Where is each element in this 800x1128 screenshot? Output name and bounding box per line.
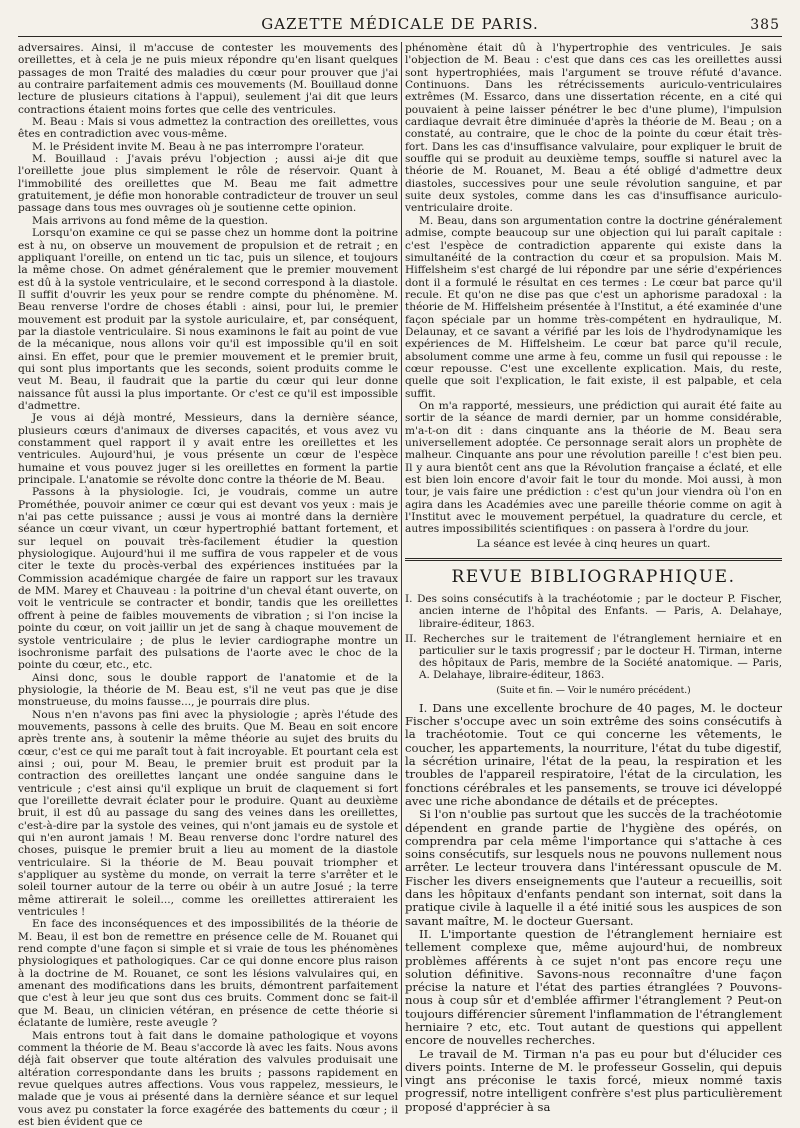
bibliography-entry: I. Des soins consécutifs à la trachéotomie ; par le docteur P. Fischer, ancien interne de l'hôpital des Enfants. — Paris, A. Delahaye, libraire-éditeur, 1863.	[405, 593, 782, 630]
section-title: REVUE BIBLIOGRAPHIQUE.	[405, 567, 782, 587]
continuation-note: (Suite et fin. — Voir le numéro précédent.)	[405, 685, 782, 697]
paragraph: Passons à la physiologie. Ici, je voudrais, comme un autre Prométhée, pouvoir animer ce cœur qui est devant vos yeux : mais je n'ai pas cette puissance ; aussi je vous ai montré dans la dernière séance un cœur vivant, un cœur hypertrophié battant fortement, et sur lequel on pouvait très-facilement étudier la question physiologique. Aujourd'hui il me suffira de vous rappeler et de vous citer le texte du procès-verbal des expériences instituées par la Commission académique chargée de faire un rapport sur les travaux de MM. Marey et Chauveau : la poitrine d'un cheval étant ouverte, on voit le ventricule se contracter et bondir, tandis que les oreillettes offrent à peine de faibles mouvements de vibration ; si l'on incise la pointe du cœur, on voit jaillir un jet de sang à chaque mouvement de systole ventriculaire ; de plus le levier cardiographe montre un isochronisme parfait des pulsations de l'aorte avec le choc de la pointe du cœur, etc., etc.	[18, 486, 398, 671]
paragraph: Je vous ai déjà montré, Messieurs, dans la dernière séance, plusieurs cœurs d'animaux de diverses capacités, et vous avez vu constamment quel rapport il y avait entre les oreillettes et les ventricules. Aujourd'hui, je vous présente un cœur de l'espèce humaine et vous pouvez juger si les oreillettes en forment la partie principale. L'anatomie se révolte donc contre la théorie de M. Beau.	[18, 412, 398, 486]
review-paragraph: Le travail de M. Tirman n'a pas eu pour but d'élucider ces divers points. Interne de M. le professeur Gosselin, qui depuis vingt ans préconise le taxis forcé, mieux nommé taxis progressif, notre intelligent confrère s'est plus particulièrement proposé d'apprécier à sa	[405, 1048, 782, 1114]
paragraph: phénomène était dû à l'hypertrophie des ventricules. Je sais l'objection de M. Beau : c'est que dans ces cas les oreillettes aussi sont hypertrophiées, mais l'argument se trouve réfuté d'avance. Continuons. Dans les rétrécissements auriculo-ventriculaires extrêmes (M. Essarco, dans une dissertation récente, en a cité qui pouvaient à peine laisser pénétrer le bec d'une plume), l'impulsion cardiaque devrait être diminuée d'après la théorie de M. Beau ; on a constaté, au contraire, que le choc de la pointe du cœur était très-fort. Dans les cas d'insuffisance valvulaire, pour expliquer le bruit de souffle qui se produit au deuxième temps, souffle si naturel avec la théorie de M. Rouanet, M. Beau a été obligé d'admettre deux diastoles, successives pour une seule révolution sanguine, et par suite deux systoles, comme dans les cas d'insuffisance auriculo-ventriculaire droite.	[405, 42, 782, 215]
paragraph: M. le Président invite M. Beau à ne pas interrompre l'orateur.	[18, 141, 398, 153]
paragraph: Mais arrivons au fond même de la question.	[18, 215, 398, 227]
paragraph: adversaires. Ainsi, il m'accuse de contester les mouvements des oreillettes, et à cela je ne puis mieux répondre qu'en lisant quelques passages de mon Traité des maladies du cœur pour prouver que j'ai au contraire parfaitement admis ces mouvements (M. Bouillaud donne lecture de plusieurs citations à l'appui), seulement j'ai dit que leurs contractions étaient moins fortes que celle des ventricules.	[18, 42, 398, 116]
paragraph: Lorsqu'on examine ce qui se passe chez un homme dont la poitrine est à nu, on observe un mouvement de propulsion et de retrait ; en appliquant l'oreille, on entend un tic tac, puis un silence, et toujours la même chose. On admet généralement que le premier mouvement est dû à la systole ventriculaire, et le second correspond à la diastole. Il suffit d'ouvrir les yeux pour se rendre compte du phénomène. M. Beau renverse l'ordre de choses établi : ainsi, pour lui, le premier mouvement est produit par la systole auriculaire, et, par conséquent, par la diastole ventriculaire. Si nous examinons le fait au point de vue de la mécanique, nous allons voir qu'il est impossible qu'il en soit ainsi. En effet, pour que le premier mouvement et le premier bruit, qui sont plus importants que les seconds, soient produits comme le veut M. Beau, il faudrait que la partie du cœur qui leur donne naissance fût aussi la plus importante. Or c'est ce qu'il est impossible d'admettre.	[18, 227, 398, 412]
right-column	[405, 42, 782, 1087]
paragraph: M. Bouillaud : J'avais prévu l'objection ; aussi ai-je dit que l'oreillette joue plus simplement le rôle de réservoir. Quant à l'immobilité des oreillettes que M. Beau me fait admettre gratuitement, je défie mon honorable contradicteur de trouver un seul passage dans tous mes ouvrages où je soutienne cette opinion.	[18, 153, 398, 215]
column-divider	[401, 42, 402, 1087]
page-header	[18, 12, 782, 37]
running-title: GAZETTE MÉDICALE DE PARIS.	[261, 15, 538, 36]
review-paragraph: II. L'importante question de l'étranglement herniaire est tellement complexe que, même aujourd'hui, de nombreux problèmes afférents à ce sujet n'ont pas encore reçu une solution définitive. Savons-nous reconnaître d'une façon précise la nature et l'état des parties étranglées ? Pouvons-nous à coup sûr et d'emblée affirmer l'étranglement ? Peut-on toujours différencier sûrement l'inflammation de l'étranglement herniaire ? etc, etc. Tout autant de questions qui appellent encore de nouvelles recherches.	[405, 928, 782, 1048]
paragraph: M. Beau, dans son argumentation contre la doctrine généralement admise, compte beaucoup sur une objection qui lui paraît capitale : c'est l'espèce de contradiction apparente qui existe dans la simultanéité de la contraction du cœur et sa propulsion. Mais M. Hiffelsheim s'est chargé de lui répondre par une série d'expériences dont il a formulé le résultat en ces termes : Le cœur bat parce qu'il recule. Et qu'on ne dise pas que c'est un aphorisme paradoxal : la théorie de M. Hiffelsheim présentée à l'Institut, a été examinée d'une façon spéciale par un homme très-compétent en hydraulique, M. Delaunay, et ce savant a vérifié par les lois de l'hydrodynamique les expériences de M. Hiffelsheim. Le cœur bat parce qu'il recule, absolument comme une arme à feu, comme un fusil qui repousse : le cœur repousse. C'est une excellente explication. Mais, du reste, quelle que soit l'explication, le fait existe, il est palpable, et cela suffit.	[405, 215, 782, 400]
left-column	[18, 42, 398, 1087]
session-closing: La séance est levée à cinq heures un quart.	[405, 538, 782, 550]
review-paragraph: I. Dans une excellente brochure de 40 pages, M. le docteur Fischer s'occupe avec un soin extrême des soins consécutifs à la trachéotomie. Tout ce qui concerne les vêtements, le coucher, les appartements, la nourriture, l'état du tube digestif, la sécrétion urinaire, l'état de la peau, la respiration et les troubles de l'appareil respiratoire, l'état de la circulation, les fonctions cérébrales et les pansements, se trouve ici développé avec une riche abondance de détails et de préceptes.	[405, 702, 782, 808]
section-divider	[405, 558, 782, 561]
paragraph: En face des inconséquences et des impossibilités de la théorie de M. Beau, il est bon de remettre en présence celle de M. Rouanet qui rend compte d'une façon si simple et si vraie de tous les phénomènes physiologiques et pathologiques. Car ce qui donne encore plus raison à la doctrine de M. Rouanet, ce sont les lésions valvulaires qui, en amenant des modifications dans les bruits, démontrent parfaitement que c'est à leur jeu que sont dus ces bruits. Comment donc se fait-il que M. Beau, un clinicien vétéran, en présence de cette théorie si éclatante de lumière, reste aveugle ?	[18, 918, 398, 1029]
page-number: 385	[750, 17, 780, 33]
paragraph: Ainsi donc, sous le double rapport de l'anatomie et de la physiologie, la théorie de M. Beau est, s'il ne veut pas que je dise monstrueuse, du moins fausse..., je pourrais dire plus.	[18, 672, 398, 709]
review-paragraph: Si l'on n'oublie pas surtout que les succès de la trachéotomie dépendent en grande partie de l'hygiène des opérés, on comprendra par cela même l'importance qui s'attache à ces soins consécutifs, sur lesquels nous ne pouvons nullement nous arrêter. Le lecteur trouvera dans l'intéressant opuscule de M. Fischer les divers enseignements que l'auteur a recueillis, soit dans les hôpitaux d'enfants pendant son internat, soit dans la pratique civile à laquelle il a été initié sous les auspices de son savant maître, M. le docteur Guersant.	[405, 808, 782, 928]
bibliography-entry: II. Recherches sur le traitement de l'étranglement herniaire et en particulier sur le taxis progressif ; par le docteur H. Tirman, interne des hôpitaux de Paris, membre de la Société anatomique. — Paris, A. Delahaye, libraire-éditeur, 1863.	[405, 633, 782, 682]
paragraph: M. Beau : Mais si vous admettez la contraction des oreillettes, vous êtes en contradiction avec vous-même.	[18, 116, 398, 141]
paragraph: Mais entrons tout à fait dans le domaine pathologique et voyons comment la théorie de M. Beau s'accorde là avec les faits. Nous avons déjà fait observer que toute altération des valvules produisait une altération correspondante dans les bruits ; passons rapidement en revue quelques autres affections. Vous vous rappelez, messieurs, le malade que je vous ai présenté dans la dernière séance et sur lequel vous avez pu constater la force exagérée des battements du cœur ; il est bien évident que ce	[18, 1030, 398, 1128]
paragraph: Nous n'en n'avons pas fini avec la physiologie ; après l'étude des mouvements, passons à celle des bruits. Que M. Beau en soit encore après trente ans, à soutenir la même théorie au sujet des bruits du cœur, c'est ce qui me paraît tout à fait incroyable. Et pourtant cela est ainsi ; oui, pour M. Beau, le premier bruit est produit par la contraction des oreillettes lançant une ondée sanguine dans le ventricule ; c'est ainsi qu'il explique un bruit de claquement si fort que l'oreillette devrait éclater pour le produire. Quant au deuxième bruit, il est dû au passage du sang des veines dans les oreillettes, c'est-à-dire par la systole des veines, qui n'ont jamais eu de systole et qui n'en auront jamais ! M. Beau renverse donc l'ordre naturel des choses, puisque le premier bruit a lieu au moment de la diastole ventriculaire. Si la théorie de M. Beau pouvait triompher et s'appliquer au système du monde, on verrait la terre s'arrêter et le soleil tourner autour de la terre ou obéir à un autre Josué ; la terre même attirerait le soleil..., comme les oreillettes attireraient les ventricules !	[18, 709, 398, 919]
paragraph: On m'a rapporté, messieurs, une prédiction qui aurait été faite au sortir de la séance de mardi dernier, par un homme considérable, m'a-t-on dit : dans cinquante ans la théorie de M. Beau sera universellement adoptée. Ce personnage serait alors un prophète de malheur. Cinquante ans pour une révolution pareille ! c'est bien peu. Il y aura bientôt cent ans que la Révolution française a éclaté, et elle est bien loin encore d'avoir fait le tour du monde. Moi aussi, à mon tour, je vais faire une prédiction : c'est qu'un jour viendra où l'on en agira dans les Académies avec une pareille théorie comme on agit à l'Institut avec le mouvement perpétuel, la quadrature du cercle, et autres impossibilités scientifiques : on passera à l'ordre du jour.	[405, 400, 782, 536]
